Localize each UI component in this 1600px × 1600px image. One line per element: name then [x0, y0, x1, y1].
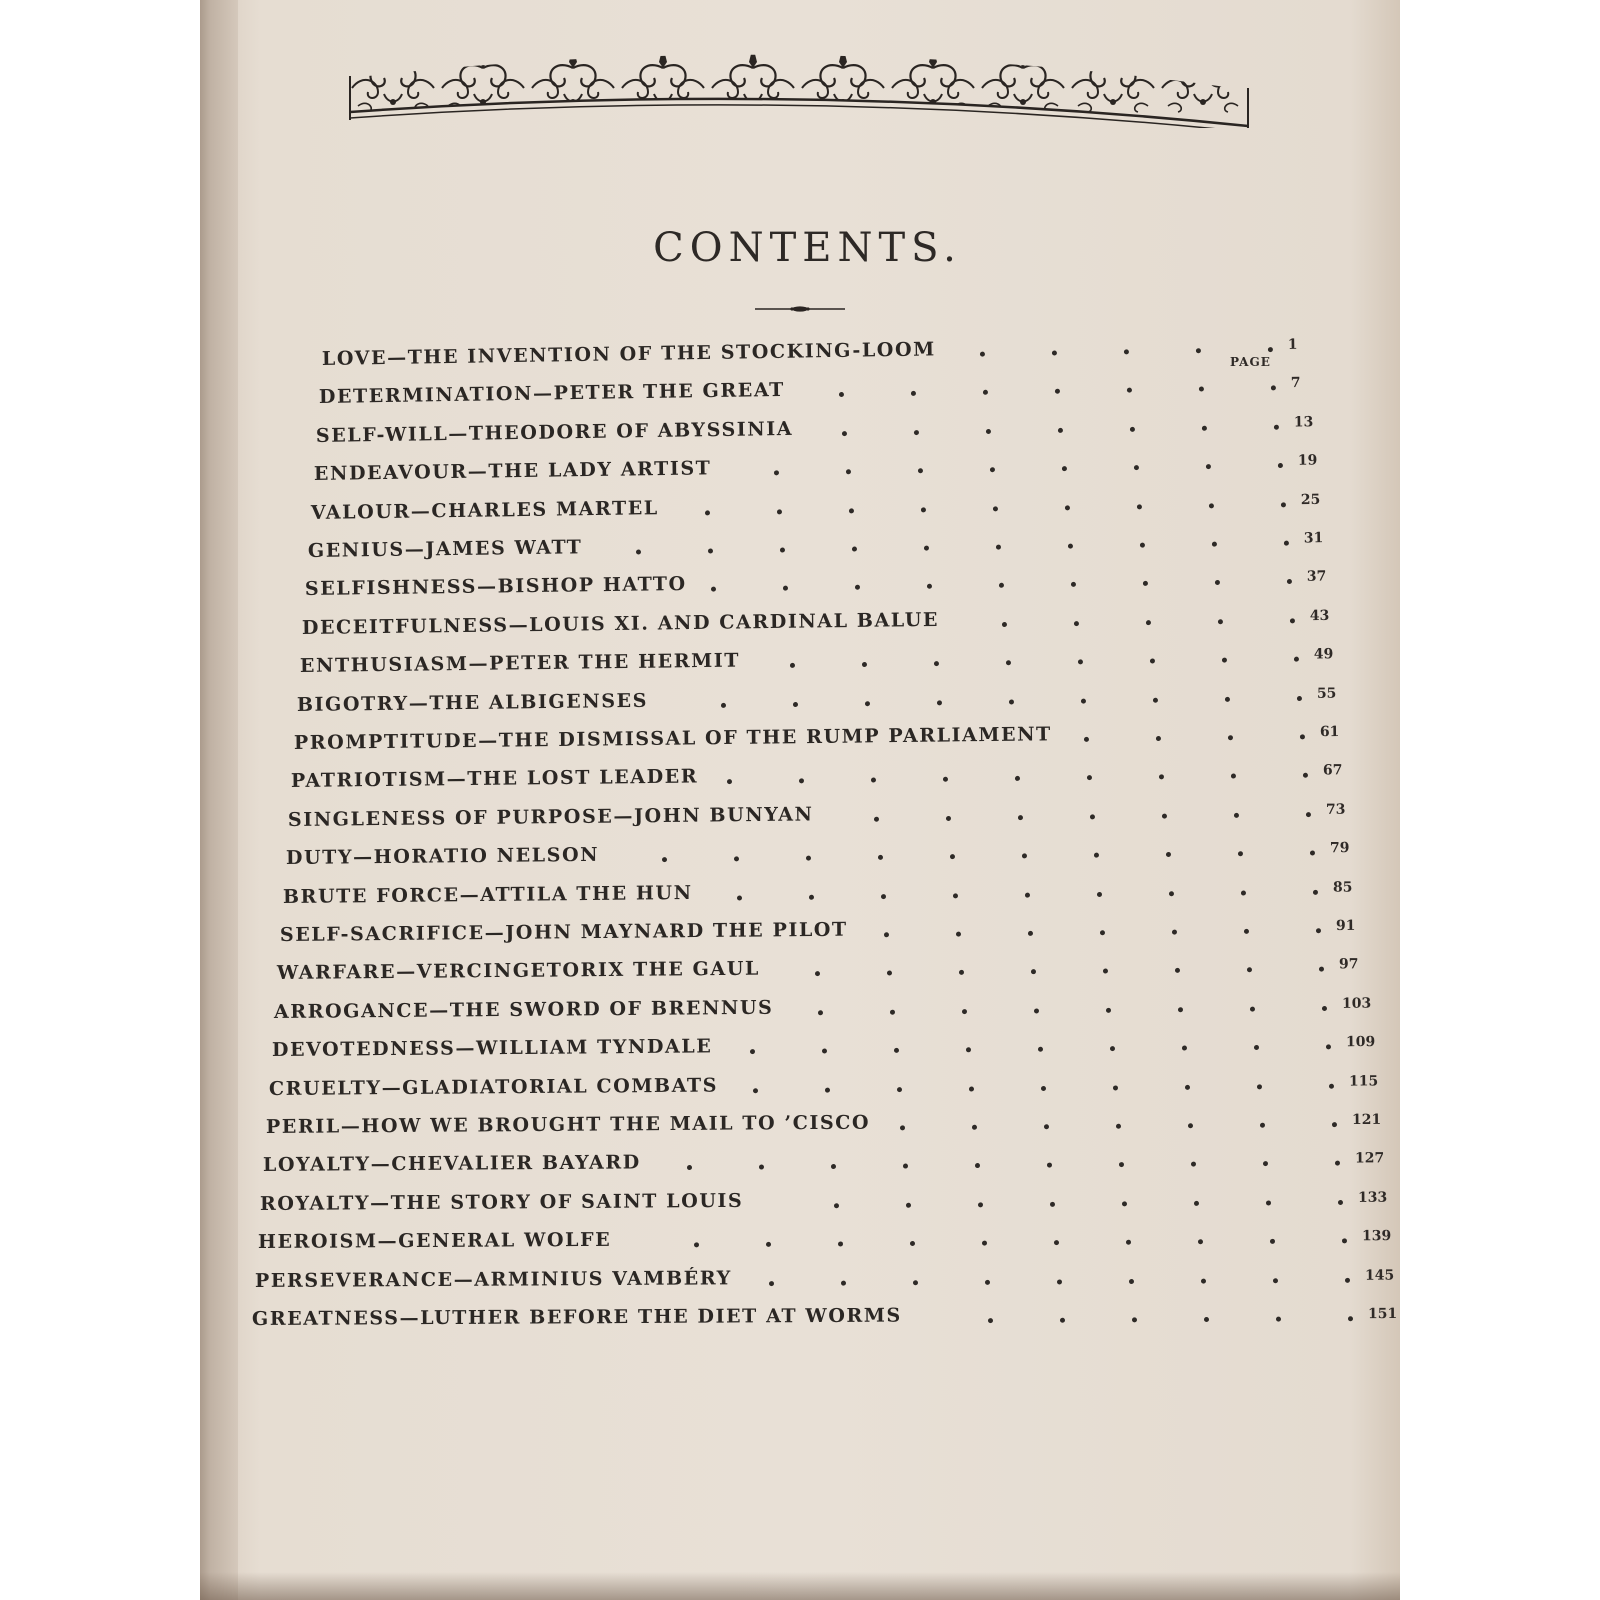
leader-dot	[1028, 931, 1033, 936]
toc-entry-page-number: 61	[1319, 723, 1340, 741]
leader-dot	[894, 1048, 899, 1053]
toc-entry-page-number: 151	[1367, 1306, 1398, 1323]
toc-entry-title: LOVE—THE INVENTION OF THE STOCKING-LOOM	[321, 338, 936, 370]
leader-dot	[1140, 543, 1145, 548]
toc-entry	[302, 603, 1350, 646]
leader-dot	[911, 391, 916, 396]
leader-dot	[783, 586, 788, 591]
leader-dot	[1201, 1278, 1206, 1283]
leader-dot	[1052, 350, 1057, 355]
leader-dot	[1009, 699, 1014, 704]
leader-dot	[906, 1203, 911, 1208]
leader-dot	[737, 895, 742, 900]
leader-dot	[966, 1047, 971, 1052]
leader-dot	[753, 1088, 758, 1093]
leader-dot	[839, 392, 844, 397]
leader-dot	[855, 585, 860, 590]
leader-dot	[1257, 1084, 1262, 1089]
leader-dot	[1068, 544, 1073, 549]
leader-dot	[1316, 928, 1321, 933]
leader-dot	[831, 1164, 836, 1169]
leader-dot	[1119, 1162, 1124, 1167]
leader-dot	[1250, 1006, 1255, 1011]
toc-entry-title: HEROISM—GENERAL WOLFE	[257, 1229, 611, 1254]
leader-dot	[759, 1165, 764, 1170]
leader-dot	[1074, 621, 1079, 626]
leader-dot	[1044, 1124, 1049, 1129]
toc-entry	[252, 1302, 1400, 1338]
leader-dot	[1146, 620, 1151, 625]
leader-dot	[1015, 776, 1020, 781]
leader-dot	[1132, 1317, 1137, 1322]
leader-dot	[1025, 892, 1030, 897]
leader-dot	[1172, 930, 1177, 935]
leader-dot	[986, 429, 991, 434]
toc-entry	[266, 1108, 1392, 1146]
leader-dot	[774, 470, 779, 475]
toc-entry-title: SELF-SACRIFICE—JOHN MAYNARD THE PILOT	[279, 918, 848, 946]
toc-entry	[297, 681, 1357, 724]
leader-dot	[1124, 349, 1129, 354]
toc-entry-title: CRUELTY—GLADIATORIAL COMBATS	[268, 1074, 718, 1100]
leader-dot	[903, 1164, 908, 1169]
leader-dot	[983, 390, 988, 395]
leader-dot	[769, 1281, 774, 1286]
leader-dot	[884, 932, 889, 937]
leader-dot	[878, 855, 883, 860]
leader-dot	[1244, 929, 1249, 934]
leader-dot	[1103, 969, 1108, 974]
leader-dot	[841, 1280, 846, 1285]
leader-dot	[1126, 1240, 1131, 1245]
toc-entry	[260, 1185, 1398, 1222]
leader-dot	[927, 584, 932, 589]
leader-dot	[1329, 1083, 1334, 1088]
leader-dot	[1271, 386, 1276, 391]
book-page	[200, 0, 1400, 1600]
leader-dot	[1335, 1161, 1340, 1166]
toc-entry-title: PERIL—HOW WE BROUGHT THE MAIL TO ’CISCO	[265, 1111, 871, 1138]
leader-dot	[790, 663, 795, 668]
leader-dot	[734, 857, 739, 862]
toc-entry	[255, 1263, 1400, 1300]
toc-entry	[274, 991, 1382, 1031]
leader-dot	[1087, 775, 1092, 780]
leader-dot	[806, 856, 811, 861]
toc-entry-page-number: 13	[1294, 413, 1314, 431]
toc-entry-title: SELFISHNESS—BISHOP HATTO	[304, 573, 688, 601]
leader-dot	[1191, 1162, 1196, 1167]
leader-dot	[1238, 851, 1243, 856]
leader-dot	[1133, 465, 1138, 470]
leader-dot	[1228, 735, 1233, 740]
leader-dot	[921, 507, 926, 512]
leader-dot	[1062, 466, 1067, 471]
leader-dot	[1326, 1045, 1331, 1050]
leader-dot	[721, 702, 726, 707]
leader-dot	[988, 1318, 993, 1323]
leader-dot	[897, 1087, 902, 1092]
toc-entry-title: DEVOTEDNESS—WILLIAM TYNDALE	[271, 1035, 713, 1062]
toc-entry-title: PATRIOTISM—THE LOST LEADER	[291, 765, 699, 793]
toc-entry-title: DETERMINATION—PETER THE GREAT	[318, 379, 786, 409]
toc-entry-title: GENIUS—JAMES WATT	[307, 536, 583, 562]
toc-entry-page-number: 109	[1345, 1034, 1375, 1051]
leader-dot	[849, 508, 854, 513]
table-of-contents	[200, 0, 1400, 1600]
leader-dot	[890, 1009, 895, 1014]
toc-entry-title: PERSEVERANCE—ARMINIUS VAMBÉRY	[254, 1266, 732, 1292]
leader-dot	[996, 545, 1001, 550]
leader-dot	[662, 857, 667, 862]
leader-dot	[1270, 1239, 1275, 1244]
leader-dot	[1284, 541, 1289, 546]
leader-dot	[852, 547, 857, 552]
toc-entry-page-number: 19	[1297, 452, 1318, 469]
leader-dot	[1218, 619, 1223, 624]
leader-dot	[1205, 464, 1210, 469]
toc-entry-title: LOYALTY—CHEVALIER BAYARD	[263, 1151, 642, 1177]
leader-dot	[1204, 1317, 1209, 1322]
leader-dot	[694, 1243, 699, 1248]
leader-dot	[1137, 504, 1142, 509]
leader-dot	[1274, 424, 1279, 429]
leader-dot	[1241, 890, 1246, 895]
leader-dot	[1342, 1239, 1347, 1244]
toc-entry	[277, 952, 1379, 992]
toc-entry-title: BIGOTRY—THE ALBIGENSES	[296, 689, 648, 716]
toc-entry-title: ROYALTY—THE STORY OF SAINT LOUIS	[260, 1189, 744, 1215]
leader-dot	[1034, 1008, 1039, 1013]
leader-dot	[1209, 503, 1214, 508]
leader-dot	[818, 1010, 823, 1015]
leader-dot	[1110, 1046, 1115, 1051]
leader-dot	[711, 587, 716, 592]
leader-dot	[1263, 1161, 1268, 1166]
leader-dot	[1156, 736, 1161, 741]
toc-entry-title: ENDEAVOUR—THE LADY ARTIST	[313, 457, 712, 486]
leader-dot	[727, 779, 732, 784]
leader-dot	[815, 972, 820, 977]
leader-dot	[1175, 968, 1180, 973]
toc-entry-page-number: 37	[1306, 568, 1327, 586]
leader-dot	[1231, 774, 1236, 779]
leader-dot	[838, 1242, 843, 1247]
leader-dot	[1338, 1200, 1343, 1205]
leader-dot	[1345, 1277, 1350, 1282]
toc-entry-page-number: 127	[1355, 1150, 1385, 1167]
leader-dot	[1273, 1278, 1278, 1283]
leader-dot	[1050, 1202, 1055, 1207]
leader-dot	[990, 467, 995, 472]
leader-dot	[1313, 889, 1318, 894]
leader-dot	[1266, 1200, 1271, 1205]
toc-entry-page-number: 145	[1364, 1267, 1395, 1284]
toc-entry-page-number: 97	[1339, 956, 1359, 973]
leader-dot	[956, 932, 961, 937]
leader-dot	[1277, 463, 1282, 468]
toc-entry-title: WARFARE—VERCINGETORIX THE GAUL	[277, 958, 761, 985]
leader-dot	[946, 816, 951, 821]
toc-entry-page-number: 91	[1335, 917, 1356, 935]
leader-dot	[924, 546, 929, 551]
leader-dot	[846, 469, 851, 474]
leader-dot	[1178, 1007, 1183, 1012]
leader-dot	[1322, 1006, 1327, 1011]
toc-entry-page-number: 43	[1310, 607, 1330, 624]
toc-entry	[313, 448, 1337, 493]
leader-dot	[1002, 622, 1007, 627]
leader-dot	[918, 468, 923, 473]
leader-dot	[708, 548, 713, 553]
leader-dot	[1113, 1085, 1118, 1090]
leader-dot	[1348, 1316, 1353, 1321]
leader-dot	[1153, 697, 1158, 702]
leader-dot	[1290, 618, 1295, 623]
toc-entry	[271, 1030, 1385, 1069]
leader-dot	[910, 1241, 915, 1246]
leader-dot	[972, 1125, 977, 1130]
toc-entry-page-number: 1	[1287, 336, 1298, 353]
leader-dot	[953, 893, 958, 898]
leader-dot	[1129, 1279, 1134, 1284]
toc-entry-page-number: 115	[1348, 1072, 1379, 1090]
leader-dot	[1094, 853, 1099, 858]
leader-dot	[978, 1202, 983, 1207]
leader-dot	[705, 510, 710, 515]
leader-dot	[1287, 579, 1292, 584]
leader-dot	[777, 509, 782, 514]
leader-dot	[1022, 854, 1027, 859]
leader-dot	[1100, 930, 1105, 935]
leader-dot	[1047, 1163, 1052, 1168]
leader-dot	[1106, 1008, 1111, 1013]
leader-dot	[1185, 1084, 1190, 1089]
toc-entry	[311, 487, 1341, 531]
leader-dot	[962, 1009, 967, 1014]
leader-dot	[985, 1279, 990, 1284]
leader-dot	[1038, 1047, 1043, 1052]
leader-dot	[950, 854, 955, 859]
toc-entry	[263, 1147, 1395, 1185]
toc-entry-page-number: 85	[1332, 879, 1353, 896]
leader-dot	[842, 431, 847, 436]
leader-dot	[1055, 389, 1060, 394]
leader-dot	[980, 352, 985, 357]
toc-entry-title: ARROGANCE—THE SWORD OF BRENNUS	[274, 996, 774, 1023]
leader-dot	[799, 779, 804, 784]
leader-dot	[1143, 581, 1148, 586]
leader-dot	[993, 506, 998, 511]
leader-dot	[943, 777, 948, 782]
toc-entry-title: BRUTE FORCE—ATTILA THE HUN	[282, 881, 693, 908]
toc-entry	[322, 332, 1328, 378]
leader-dot	[1215, 580, 1220, 585]
leader-dot	[1084, 737, 1089, 742]
leader-dot	[1058, 428, 1063, 433]
leader-dot	[1159, 775, 1164, 780]
leader-dot	[969, 1086, 974, 1091]
toc-entry-title: VALOUR—CHARLES MARTEL	[310, 496, 659, 524]
toc-entry	[285, 836, 1369, 877]
leader-dot	[900, 1125, 905, 1130]
toc-entry	[291, 758, 1363, 800]
toc-entry-title: DECEITFULNESS—LOUIS XI. AND CARDINAL BALUE	[302, 608, 940, 639]
leader-dot	[1202, 426, 1207, 431]
leader-dot	[914, 430, 919, 435]
toc-entry	[288, 797, 1366, 839]
leader-dot	[1281, 502, 1286, 507]
leader-dot	[1196, 348, 1201, 353]
toc-entry	[258, 1224, 1400, 1261]
leader-dot	[1319, 967, 1324, 972]
toc-entry	[294, 720, 1360, 762]
toc-entry	[280, 914, 1376, 954]
leader-dot	[1169, 891, 1174, 896]
toc-entry-page-number: 79	[1329, 840, 1350, 857]
toc-entry-page-number: 7	[1290, 375, 1301, 392]
toc-entry-page-number: 25	[1300, 491, 1321, 508]
toc-entry	[308, 526, 1344, 570]
toc-entry-page-number: 133	[1358, 1189, 1388, 1206]
leader-dot	[1268, 347, 1273, 352]
page-column-label: PAGE	[1230, 355, 1271, 369]
leader-dot	[1054, 1240, 1059, 1245]
leader-dot	[1031, 970, 1036, 975]
leader-dot	[874, 816, 879, 821]
leader-dot	[999, 583, 1004, 588]
leader-dot	[862, 662, 867, 667]
leader-dot	[1065, 505, 1070, 510]
leader-dot	[750, 1049, 755, 1054]
leader-dot	[934, 661, 939, 666]
leader-dot	[1182, 1046, 1187, 1051]
leader-dot	[1006, 660, 1011, 665]
toc-entry	[305, 565, 1347, 609]
leader-dot	[825, 1087, 830, 1092]
leader-dot	[975, 1163, 980, 1168]
leader-dot	[1090, 814, 1095, 819]
leader-dot	[1310, 851, 1315, 856]
leader-dot	[1199, 387, 1204, 392]
leader-dot	[1332, 1122, 1337, 1127]
leader-dot	[1018, 815, 1023, 820]
leader-dot	[1294, 657, 1299, 662]
toc-entry-title: ENTHUSIASM—PETER THE HERMIT	[299, 649, 740, 678]
leader-dot	[1276, 1317, 1281, 1322]
leader-dot	[1122, 1201, 1127, 1206]
leader-dot	[1127, 388, 1132, 393]
leader-dot	[1225, 696, 1230, 701]
leader-dot	[1166, 852, 1171, 857]
leader-dot	[937, 700, 942, 705]
leader-dot	[982, 1241, 987, 1246]
toc-entry-page-number: 55	[1316, 685, 1337, 702]
leader-dot	[1212, 542, 1217, 547]
leader-dot	[1222, 658, 1227, 663]
toc-entry	[319, 371, 1331, 416]
toc-entry-title: GREATNESS—LUTHER BEFORE THE DIET AT WORMS	[251, 1304, 902, 1330]
leader-dot	[1116, 1124, 1121, 1129]
leader-dot	[913, 1280, 918, 1285]
leader-dot	[809, 894, 814, 899]
leader-dot	[1300, 734, 1305, 739]
leader-dot	[1041, 1086, 1046, 1091]
leader-dot	[1150, 659, 1155, 664]
leader-dot	[1260, 1123, 1265, 1128]
toc-entry-title: SINGLENESS OF PURPOSE—JOHN BUNYAN	[288, 803, 815, 831]
page-title: CONTENTS.	[653, 225, 962, 271]
leader-dot	[1234, 813, 1239, 818]
leader-dot	[1162, 813, 1167, 818]
leader-dot	[822, 1049, 827, 1054]
leader-dot	[780, 548, 785, 553]
leader-dot	[636, 549, 641, 554]
toc-entry-page-number: 67	[1323, 762, 1343, 779]
leader-dot	[834, 1203, 839, 1208]
leader-dot	[1297, 696, 1302, 701]
leader-dot	[1071, 582, 1076, 587]
leader-dot	[871, 778, 876, 783]
toc-entry-page-number: 49	[1313, 646, 1334, 663]
leader-dot	[793, 702, 798, 707]
toc-entry-page-number: 103	[1342, 995, 1372, 1012]
leader-dot	[1306, 812, 1311, 817]
leader-dot	[1303, 773, 1308, 778]
leader-dot	[1254, 1045, 1259, 1050]
leader-dot	[1188, 1123, 1193, 1128]
leader-dot	[687, 1165, 692, 1170]
leader-dot	[1247, 968, 1252, 973]
leader-dot	[881, 894, 886, 899]
toc-entry	[316, 410, 1334, 455]
leader-dot	[1198, 1239, 1203, 1244]
leader-dot	[1060, 1318, 1065, 1323]
leader-dot	[959, 970, 964, 975]
toc-entry-title: PROMPTITUDE—THE DISMISSAL OF THE RUMP PARLIAMENT	[293, 723, 1052, 754]
toc-entry-page-number: 73	[1326, 801, 1346, 818]
toc-entry-title: SELF-WILL—THEODORE OF ABYSSINIA	[316, 417, 794, 447]
leader-dot	[1081, 698, 1086, 703]
toc-entry-page-number: 121	[1351, 1111, 1382, 1129]
leader-dot	[865, 701, 870, 706]
leader-dot	[1194, 1201, 1199, 1206]
toc-entry-title: DUTY—HORATIO NELSON	[285, 843, 599, 870]
leader-dot	[766, 1242, 771, 1247]
toc-entry	[283, 875, 1373, 916]
leader-dot	[1097, 892, 1102, 897]
leader-dot	[1057, 1279, 1062, 1284]
toc-entry-page-number: 31	[1303, 530, 1324, 547]
toc-entry-page-number: 139	[1361, 1228, 1391, 1245]
leader-dot	[887, 971, 892, 976]
toc-entry	[269, 1069, 1389, 1108]
leader-dot	[1078, 660, 1083, 665]
toc-entry	[299, 642, 1353, 685]
leader-dot	[1130, 427, 1135, 432]
